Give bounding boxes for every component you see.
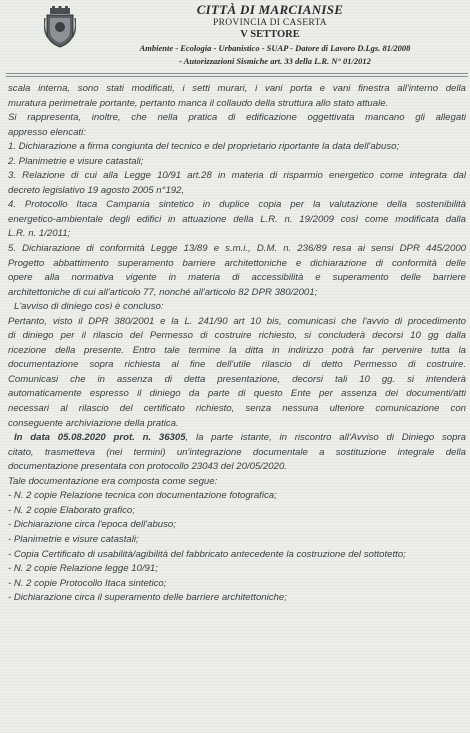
text-line: scala interna, sono stati modificati, i setti murari, i vani porta e vani finestra all'interno della (8, 83, 466, 94)
text-line: di diniego per il rilascio del Permesso di costruire richiesto, si concluderà decorsi 10 gg dalla (8, 330, 466, 342)
text-line: necessari al rilascio del certificato richiesto, senza nessuna ulteriore comunicazione con (8, 403, 466, 415)
text-line: 2. Planimetrie e visure catastali; (8, 155, 144, 167)
list-item: - N. 2 copie Relazione legge 10/91; (8, 563, 158, 575)
list-item: - N. 2 copie Relazione tecnica con documentazione fotografica; (8, 490, 277, 502)
municipal-coat-of-arms-icon (44, 6, 76, 48)
text-line: documentazione presentata con protocollo 23043 del 20/05/2020. (8, 461, 287, 473)
list-item: - Planimetrie e visure catastali; (8, 533, 139, 545)
text-line-rest: , la parte istante, in riscontro all'Avviso di Diniego sopra (185, 432, 466, 444)
date-protocol-bold: In data 05.08.2020 prot. n. 36305 (14, 432, 186, 444)
text-line: 4. Protocollo Itaca Campania sintetico in duplice copia per la valutazione della sostenibilità (8, 199, 466, 211)
letter-body (8, 82, 466, 606)
text-line: energetico-ambientale degli edifici in attuazione della L.R. n. 19/2009 così come modificata dalla (8, 213, 466, 225)
list-item: - N. 2 copie Elaborato grafico; (8, 504, 135, 516)
text-line: Progetto abbattimento superamento barriere architettoniche e dichiarazione di conformità delle (8, 257, 466, 269)
city-name: CITTÀ DI MARCIANISE (196, 2, 344, 17)
province-name: PROVINCIA DI CASERTA (213, 18, 327, 28)
text-line: ricezione della presente. Entro tale termine la ditta in indirizzo potrà far pervenire tutta la (8, 344, 466, 356)
text-line: 5. Dichiarazione di conformità Legge 13/89 e s.m.i., D.M. n. 236/89 resa ai sensi DPR 445/2000 (8, 243, 466, 255)
list-item: - Dichiarazione circa il superamento delle barriere architettoniche; (8, 592, 287, 604)
text-line: muratura perimetrale portante, pertanto manca il collaudo della struttura allo stato attuale. (8, 97, 389, 109)
text-line: conseguente archiviazione della pratica. (8, 417, 179, 429)
text-line: Tale documentazione era composta come segue: (8, 475, 218, 487)
list-item: - Copia Certificato di usabilità/agibilità del fabbricato antecedente la costruzione del sottotetto; (8, 548, 406, 560)
list-item: - Dichiarazione circa l'epoca dell'abuso; (8, 519, 176, 531)
text-line: decreto legislativo 19 agosto 2005 n°192, (8, 184, 185, 196)
list-item: - N. 2 copie Protocollo Itaca sintetico; (8, 577, 167, 589)
text-line: Si rappresenta, inoltre, che nella pratica di edificazione oggettivata mancano gli allegati (8, 112, 466, 124)
text-line: L.R. n. 1/2011; (8, 228, 71, 240)
text-line: opere alla normativa vigente in materia di accessibilità e superamento delle barriere (8, 272, 466, 284)
text-line: 1. Dichiarazione a firma congiunta del tecnico e del proprietario riportante la data dell'abuso; (8, 141, 400, 153)
text-line: L'avviso di diniego così è concluso: (14, 301, 164, 313)
text-line: automaticamente espresso il diniego da parte di questo Ente per assenza dei documenti/atti (8, 388, 466, 400)
text-line: citato, trasmetteva (nei termini) un'integrazione documentale a sostituzione integrale della (8, 446, 466, 458)
header-divider (6, 73, 468, 74)
text-line: architettoniche di cui all'articolo 77, nonché all'articolo 82 DPR 380/2001; (8, 286, 318, 298)
sector-name: V SETTORE (240, 29, 300, 40)
text-line: Comunicasi che in assenza di detta presentazione, decorsi tali 10 gg. si intenderà (8, 373, 466, 385)
office-departments: Ambiente - Ecologia - Urbanistico - SUAP - Datore di Lavoro D.Lgs. 81/2008 (139, 43, 411, 53)
text-line: Pertanto, visto il DPR 380/2001 e la L. 241/90 art 10 bis, comunicasi che l'avvio di procedimento (8, 315, 466, 327)
text-line-highlight (8, 431, 466, 446)
text-line: 3. Relazione di cui alla Legge 10/91 art.28 in materia di risparmio energetico come integrata dal (8, 170, 466, 182)
letterhead (0, 0, 470, 78)
text-line: documentazione sopra richiesta al fine dell'utile rilascio di detto Permesso di costruire. (8, 359, 466, 371)
header-divider-2 (6, 76, 468, 77)
office-authorizations: - Autorizzazioni Sismiche art. 33 della L.R. N° 01/2012 (179, 56, 371, 66)
text-line: appresso elencati: (8, 126, 86, 138)
